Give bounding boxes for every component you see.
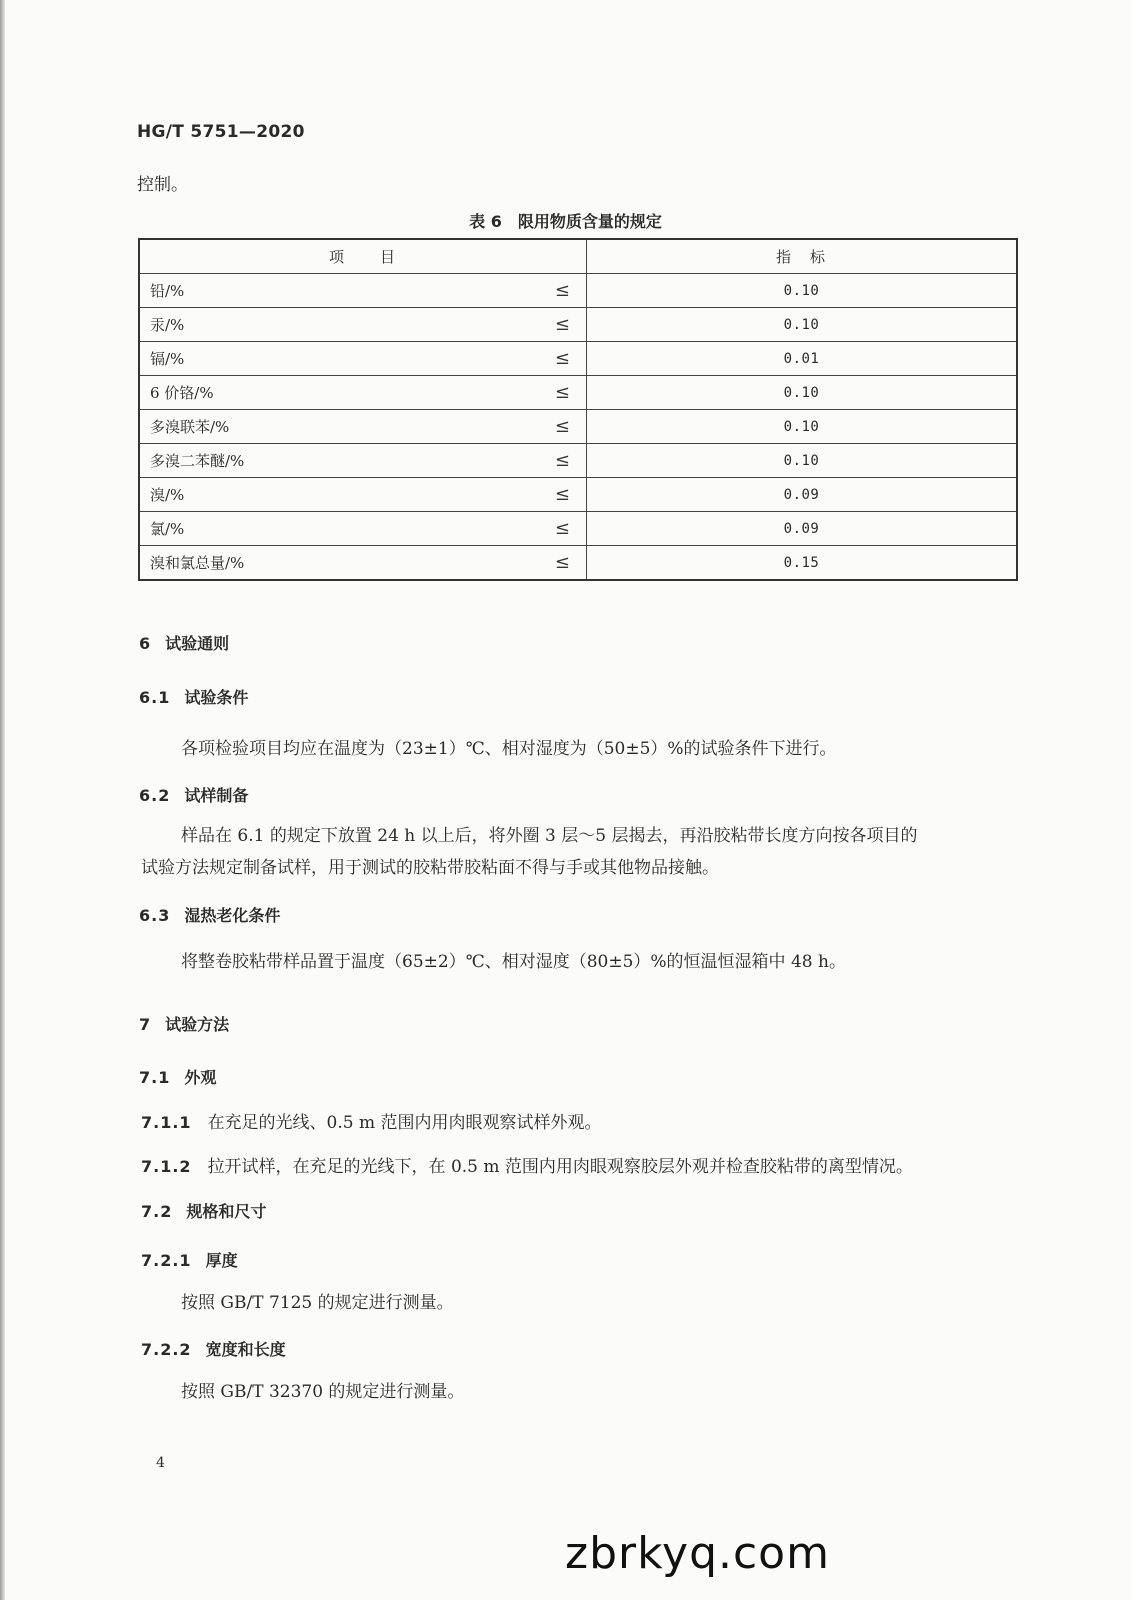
section-7-heading: 7 试验方法 [139,1015,230,1034]
table-row [139,342,1017,376]
less-or-equal-sign: ≤ [554,450,570,471]
table-cell-item [139,274,587,308]
section-6-1-text: 各项检验项目均应在温度为（23±1）℃、相对湿度为（50±5）%的试验条件下进行。 [181,739,837,759]
table-row [139,444,1017,478]
item-label: 6 价铬/% [150,384,214,402]
item-label: 汞/% [150,316,185,334]
item-label: 溴/% [150,486,185,504]
table-cell-item [139,376,587,410]
table-cell-value: 0.10 [587,410,1018,444]
table-cell-value: 0.15 [587,546,1018,581]
item-label: 溴和氯总量/% [150,554,245,572]
table-cell-value: 0.10 [587,308,1018,342]
table-cell-value: 0.10 [587,274,1018,308]
less-or-equal-sign: ≤ [554,382,570,403]
page-number: 4 [156,1455,165,1471]
less-or-equal-sign: ≤ [554,484,570,505]
restricted-substances-table [138,238,1018,581]
item-label: 多溴联苯/% [150,418,230,436]
table-body [139,274,1017,581]
less-or-equal-sign: ≤ [554,552,570,573]
header-value: 指 标 [587,239,1018,274]
less-or-equal-sign: ≤ [554,348,570,369]
table-cell-item [139,512,587,546]
section-6-2-text: 样品在 6.1 的规定下放置 24 h 以上后，将外圈 3 层～5 层揭去，再沿胶粘带长度方向按各项目的 试验方法规定制备试样，用于测试的胶粘带胶粘面不得与手或其他物品接触。 [141,826,918,878]
table-row [139,274,1017,308]
section-7-1-heading: 7.1 外观 [139,1068,217,1087]
table-cell-item [139,410,587,444]
table-row [139,308,1017,342]
item-label: 氯/% [150,520,185,538]
section-7-1-1: 7.1.1 在充足的光线、0.5 m 范围内用肉眼观察试样外观。 [141,1113,602,1133]
section-6-2-heading: 6.2 试样制备 [139,786,249,805]
table-row [139,410,1017,444]
table-cell-value: 0.09 [587,512,1018,546]
section-6-1-heading: 6.1 试验条件 [139,688,249,707]
table-cell-value: 0.09 [587,478,1018,512]
table-row [139,546,1017,581]
standard-code: HG/T 5751—2020 [137,122,305,142]
table-cell-item [139,308,587,342]
item-label: 镉/% [150,350,185,368]
table-cell-item [139,478,587,512]
less-or-equal-sign: ≤ [554,314,570,335]
table-cell-item [139,342,587,376]
section-6-3-text: 将整卷胶粘带样品置于温度（65±2）℃、相对湿度（80±5）%的恒温恒湿箱中 48 h。 [181,952,846,972]
header-item: 项 目 [139,239,587,274]
table-row [139,376,1017,410]
less-or-equal-sign: ≤ [554,518,570,539]
section-6-heading: 6 试验通则 [139,634,230,653]
table-cell-item [139,444,587,478]
section-7-2-2-text: 按照 GB/T 32370 的规定进行测量。 [181,1382,465,1402]
table-row [139,512,1017,546]
section-7-2-1-text: 按照 GB/T 7125 的规定进行测量。 [181,1293,454,1313]
less-or-equal-sign: ≤ [554,280,570,301]
section-7-2-heading: 7.2 规格和尺寸 [141,1202,267,1221]
table-header-row [139,239,1017,274]
table-cell-value: 0.01 [587,342,1018,376]
section-7-1-2: 7.1.2 拉开试样，在充足的光线下，在 0.5 m 范围内用肉眼观察胶层外观并检查胶粘带的离型情况。 [141,1157,913,1177]
section-7-2-2-heading: 7.2.2 宽度和长度 [141,1340,286,1359]
item-label: 多溴二苯醚/% [150,452,245,470]
lead-text: 控制。 [137,175,188,195]
section-6-3-heading: 6.3 湿热老化条件 [139,906,281,925]
table-cell-item [139,546,587,581]
item-label: 铅/% [150,282,185,300]
section-7-2-1-heading: 7.2.1 厚度 [141,1251,238,1270]
table-title: 表 6 限用物质含量的规定 [469,212,662,231]
less-or-equal-sign: ≤ [554,416,570,437]
watermark-text: zbrkyq.com [565,1528,830,1579]
table-cell-value: 0.10 [587,376,1018,410]
table-row [139,478,1017,512]
table-cell-value: 0.10 [587,444,1018,478]
scan-edge-shadow [0,0,5,1600]
